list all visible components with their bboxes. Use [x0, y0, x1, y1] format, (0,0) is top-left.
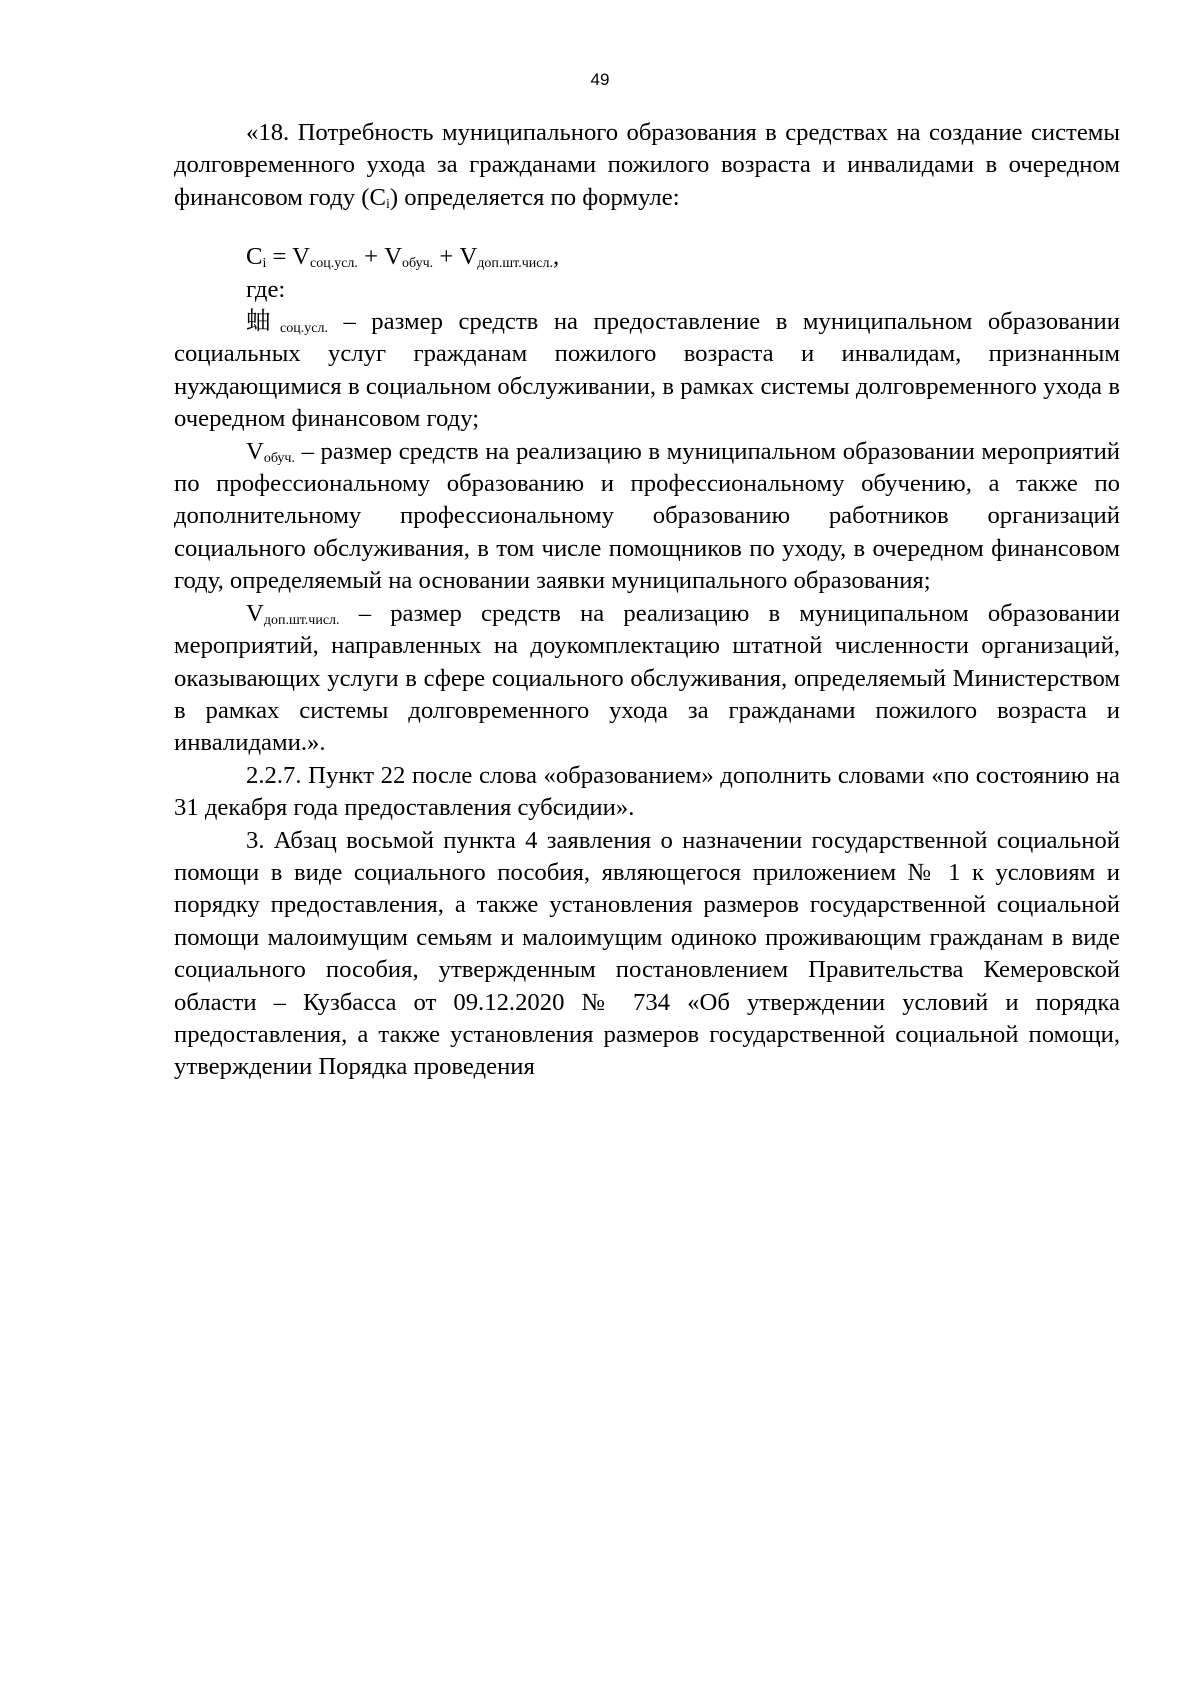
definition-soc-usl-symbol: 蚰 [246, 308, 281, 336]
paragraph-2-2-7: 2.2.7. Пункт 22 после слова «образованием» дополнить словами «по состоянию на 31 декабря года предоставления субсидии». [174, 761, 1120, 822]
formula-eq: = V [266, 243, 311, 271]
formula-plus1: + V [357, 243, 403, 271]
definition-dop-sht-text: – размер средств на реализацию в муниципальном образовании мероприятий, направленных на доукомплектацию штатной численности организаций, оказывающих услуги в сфере социального обслуживания, определяемый Министерством в рамках системы долговременного ухода за гражданами пожилого возраста и инвалидами.». [174, 599, 1120, 757]
page-number: 49 [590, 70, 610, 89]
formula [246, 241, 1120, 273]
definition-soc-usl [174, 306, 1120, 436]
definition-dop-sht-sub: доп.шт.числ. [263, 612, 340, 628]
document-body [174, 117, 1120, 1084]
formula-end: , [552, 243, 560, 271]
gde-label: где: [246, 275, 286, 303]
ci-subscript: i [385, 196, 390, 212]
definition-soc-usl-sub: соц.усл. [280, 321, 328, 337]
formula-v1-sub: соц.усл. [310, 256, 358, 272]
formula-v2-sub: обуч. [402, 256, 434, 272]
definition-soc-usl-text: – размер средств на предоставление в муниципальном образовании социальных услуг гражданам пожилого возраста и инвалидам, признанным нуждающимися в социальном обслуживании, в рамках системы долговременного ухода в очередном финансовом году; [174, 308, 1120, 433]
paragraph-18 [174, 117, 1120, 214]
paragraph-3: 3. Абзац восьмой пункта 4 заявления о назначении государственной социальной помощи в виде социального пособия, являющегося приложением № 1 к условиям и порядку предоставления, а также установления размеров государственной социальной помощи малоимущим семьям и малоимущим одиноко проживающим гражданам в виде социального пособия, утвержденным постановлением Правительства Кемеровской области – Кузбасса от 09.12.2020 № 734 «Об утверждении условий и порядка предоставления, а также установления размеров государственной социальной помощи, утверждении Порядка проведения [174, 826, 1120, 1081]
definition-obuch-text: – размер средств на реализацию в муниципальном образовании мероприятий по профессиональному образованию и профессиональному обучению, а также по дополнительному профессиональному образованию работников организаций социального обслуживания, в том числе помощников по уходу, в очередном финансовом году, определяемый на основании заявки муниципального образования; [174, 437, 1120, 595]
definition-dop-sht-symbol: V [246, 599, 264, 627]
definition-obuch-symbol: V [246, 437, 264, 465]
definition-obuch-sub: обуч. [263, 450, 295, 466]
formula-c-sub: i [262, 256, 267, 272]
definition-dop-sht [174, 598, 1120, 760]
formula-v3-sub: доп.шт.числ. [477, 256, 553, 272]
paragraph-18-end: ) определяется по формуле: [389, 183, 680, 211]
definition-obuch [174, 436, 1120, 598]
paragraph-18-text: «18. Потребность муниципального образования в средствах на создание системы долговременного ухода за гражданами пожилого возраста и инвалидами в очередном финансовом году (C [174, 119, 1120, 211]
formula-c: C [246, 243, 263, 271]
formula-plus2: + V [433, 243, 478, 271]
